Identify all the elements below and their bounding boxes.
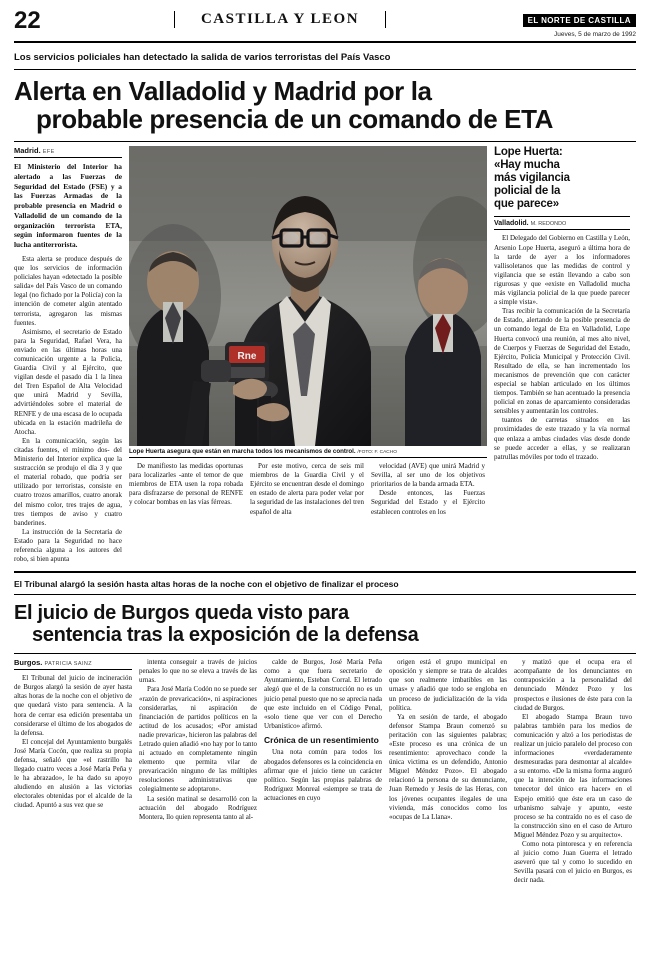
rail-rule	[494, 216, 630, 217]
story1-photo-caption	[129, 446, 487, 458]
story2-byline-place: Burgos.	[14, 658, 43, 668]
caption-text: Lope Huerta asegura que están en marcha todos los mecanismos de control.	[129, 448, 356, 456]
story1-byline-agency: EFE	[42, 149, 55, 156]
story2-col-4	[389, 658, 507, 885]
story1-col-2	[129, 462, 243, 517]
story2-para: El Tribunal del juicio de incineración de Burgos alargó la sesión de ayer hasta altas horas de la noche con el objetivo de que quedará visto para sentencia. A la hora de cerrar esa edición presentaba un considerarse el último de los abogados de la defensa.	[14, 674, 132, 737]
story2-para: La sesión matinal se desarrolló con la actuación del abogado Rodríguez Montera, llo quien representa tanto al al-	[139, 794, 257, 821]
rail-quote-line4: que parece»	[494, 197, 559, 210]
rail-story	[494, 146, 630, 564]
section-title-container	[74, 10, 486, 28]
paper-name: EL NORTE DE CASTILLA	[523, 14, 636, 27]
rail-quote-line3: policial de la	[494, 184, 561, 197]
rail-para: Tras recibir la comunicación de la Secretaría de Estado, alertando de la posible presencia de un comando legal de Eta en Valladolid, Lope Huerta convocó una reunión, al mes alto nivel, de Cuerpos y Fuerzas de Seguridad del Estado, Ejército, Policía Municipal y Protección Civil. Resultado de ella, se han incrementado los mecanismos de prevención que con carácter especial se habían articulado en los últimos tiempos. También se han acentuado la presencia policial en zonas de aparcamiento consideradas sensibles y aumentarán los controles.	[494, 307, 630, 416]
story2-para: y matizó que el ocupa era el acompañante de los denunciantes en contraposición a la personalidad del denunciado Méndez Pozo y los prospectos e ilusiones de éste para con la ciudad de Burgos.	[514, 658, 632, 712]
story2-col-5	[514, 658, 632, 885]
story1-para: En la comunicación, según las citadas fuentes, el mínimo dos- del Ministerio del Interior explica que la sustracción se produjo el día 3 y que el material robado, que podría ser utilizado por terroristas, consiste en cuatro trozos amarillos, cuatro anorak del mismo color, tres trajes de agua, tres tiempos de aviso y cuatro banderines.	[14, 436, 122, 527]
rail-name: Lope Huerta:	[494, 146, 563, 159]
rail-quote-line2: más vigilancia	[494, 171, 570, 184]
story2-para: calde de Burgos, José María Peña como a que fuera secretario de Ayuntamiento, Esteban Corral. El letrado alegó que el de la construcción no es un juicio penal puesto que no se aprecia nada que este incluido en el Código Penal, «solo tiene que ver con el Derecho Urbanístico» afirmó.	[264, 658, 382, 730]
story1-para: La instrucción de la Secretaría de Estado para la Seguridad no hace referencia alguna a los autores del robo, si bien apunta	[14, 527, 122, 564]
story1-byline	[14, 146, 122, 158]
rail-quote-line1: «Hay mucha	[494, 158, 560, 171]
section-title: CASTILLA Y LEON	[174, 11, 386, 28]
story1-para: Esta alerta se produce después de que los servicios de información policiales hayan «detectado la posible salida» del País Vasco de un comando legal (no fichado por la Policía) con la intención de cometer algún atentado terrorista, agregaron las mismas fuentes.	[14, 254, 122, 327]
rail-byline-agency: M. REDONDO	[530, 221, 567, 228]
story1-center-columns	[129, 458, 487, 517]
story1-photo	[129, 146, 487, 446]
story1-col-4	[371, 462, 485, 517]
story2-body	[14, 654, 636, 885]
story2-subhead-text: Crónica de un resentimiento	[264, 734, 379, 745]
story2-para: Como nota pintoresca y en referencia al juicio como Juan Guerra el letrado aseveró que tal y como lo sucedido en Sevilla pasará con el juicio en Burgos, es decir nada.	[514, 840, 632, 885]
page-number: 22	[14, 7, 41, 34]
story2-col-2	[139, 658, 257, 885]
story2-headline-line1: El juicio de Burgos queda visto para	[14, 602, 349, 625]
story1-para: Desde entonces, las Fuerzas Seguridad del Estado y el Ejército establecen controles en los	[371, 489, 485, 516]
story2-para: Una nota común para todos los abogados defensores es la coincidencia en afirmar que el juicio tiene un carácter político. Según las propias palabras de Rodríguez Monreal «siempre se trata de actuaciones en cuyo	[264, 748, 382, 802]
caption-credit: /FOTO: F. CACHO	[357, 450, 397, 456]
story2-para: Para José María Codón no se puede ser «razón de prevaricación», ni aspiraciones considerarlas, ni aspiración de financiación de partidos políticos en la actitud de los acusados; «Por amistad nadie prevarica», hicieron las palabras del Letrado quien añadió «no hay por lo tanto ni actuado en completamente ningún elemento que permita vilar de prevaricación ninguno de las múltiples resoluciones administrativas que colegialmente se adoptaron».	[139, 685, 257, 794]
story1-lead: El Ministerio del Interior ha alertado a las Fuerzas de Seguridad del Estado (FSE) y a las Fuerzas Armadas de la probable presencia en Madrid o Valladolid de un comando de la organización terrorista ETA, según informaron fuentes de la lucha antiterrorista.	[14, 162, 122, 250]
rail-byline-place: Valladolid.	[494, 220, 529, 228]
story1-byline-place: Madrid.	[14, 146, 41, 156]
story2-para: origen está el grupo municipal en oposición y siempre se trata de alcaldes que son realmente imbatibles en las urnas» y añadió que todo se engloba en un proceso de judicialización de la vida política.	[389, 658, 507, 712]
story1-col-center	[129, 146, 487, 564]
story1-headline-line1: Alerta en Valladolid y Madrid por la	[14, 76, 432, 106]
masthead	[14, 7, 636, 43]
story1-headline	[14, 70, 636, 141]
story1-para: Por este motivo, cerca de seis mil miembros de la Guardia Civil y el Ejército se encuentran desde el domingo en estado de alerta para poder velar por la seguridad de las instalaciones del tren español de alta	[250, 462, 364, 516]
story2-subhead	[264, 736, 382, 746]
rail-byline	[494, 220, 630, 230]
story2-para: El concejal del Ayuntamiento burgalés José María Cocón, que realiza su propia defensa, señaló que «el rastrillo ha llegado cuatro veces a José María Peña y le ha abrazado», le ha dado su apoyo aludiendo en alusión a las victorias electorales obtenidas por el alcalde de la ciudad. Apuntó a sus vez que se	[14, 737, 132, 810]
story1-body	[14, 142, 636, 564]
story1-kicker: Los servicios policiales han detectado la salida de varios terroristas del País Vasco	[14, 43, 636, 70]
publication-date: Jueves, 5 de marzo de 1992	[553, 31, 636, 38]
paper-info	[486, 10, 636, 38]
story1-para: De manifiesto las medidas oportunas para localizarles -ante el temor de que miembros de ETA usen la ropa robada para disfrazarse de personal de RENFE y colocar bombas en las vías férreas.	[129, 462, 243, 507]
story2-col-1	[14, 658, 132, 885]
rail-para: El Delegado del Gobierno en Castilla y León, Arsenio Lope Huerta, aseguró a última hora de la tarde de ayer a los informadores vallisoletanos que las medidas de control y vigilancia que se están llevando a cabo son rigurosas y que «existe en Valladolid mucha más vigilancia policial de la que puede parecer a simple vista».	[494, 234, 630, 307]
story2-col-3	[264, 658, 382, 885]
story2-byline	[14, 658, 132, 670]
story1-col-left	[14, 146, 122, 564]
story2-kicker: El Tribunal alargó la sesión hasta altas horas de la noche con el objetivo de finalizar el proceso	[14, 573, 636, 595]
rail-headline	[494, 146, 630, 210]
svg-text:Rne: Rne	[237, 351, 257, 363]
story2-headline-line2: sentencia tras la exposición de la defensa	[32, 624, 419, 647]
story1-para: tuantos de carretas situados en las proximidades de este trazado y la vía normal que enlaza a ambas ciudades vías desde donde se puede acceder a ellas, y se realizaran patrullas móviles por todo el trazado.	[494, 416, 630, 461]
story1-col-3	[250, 462, 364, 517]
story2-para: intenta conseguir a través de juicios penales lo que no se eleva a través de las urnas.	[139, 658, 257, 685]
story2-para: El abogado Stampa Braun tuvo palabras también para los medios de comunicación y alzó a los periodistas de realizar un juicio paralelo del proceso con informaciones «verdaderamente desmesuradas para desmontar al alcalde» a su entorno. «De la misma forma auguró que la intención de las informaciones tenecetor del único era hacer» en el Espejo emitió que éste era un caso de urbanismo salvaje y apunto, «este proceso se ha contraído no es el caso de la construcción sino en el caso de Arturo Miguel Méndez Pozo y su arquitecto».	[514, 712, 632, 839]
story1-para: Asimismo, el secretario de Estado para la Seguridad, Rafael Vera, ha enviado en las últimas horas una comunicación urgente a la Policía, Guardia Civil y al Ejército, que vigilan desde el pasado día 1 la línea del Tren Español de Alta Velocidad que unirá Madrid y Sevilla, advirtiéndoles sobre el material de RENFE y de una escasa de lo ocupada ubicada en la estación madrileña de Atocha.	[14, 327, 122, 436]
story1-para: velocidad (AVE) que unirá Madrid y Sevilla, al ser uno de los objetivos prioritarios de la banda armada ETA.	[371, 462, 485, 489]
story2-headline	[14, 595, 636, 653]
story1-headline-line2: probable presencia de un comando de ETA	[36, 103, 554, 134]
story2-para: Ya en sesión de tarde, el abogado defensor Stampa Braun comenzó su peritación con las siguientes palabras; «Este proceso es una crónica de un resentimiento: aprovechaco conde la única victima es un defendido, Antonio Miguel Méndez Pozo». El abogado relacionó la persona de su denunciante, Juan Remedo y Jesús de las Heras, con los jóvenes ocupantes ilegales de una vivienda, más conocidos como los «ocupas de La Llana».	[389, 712, 507, 821]
story2-byline-agency: PATRICIA SAINZ	[44, 661, 93, 668]
